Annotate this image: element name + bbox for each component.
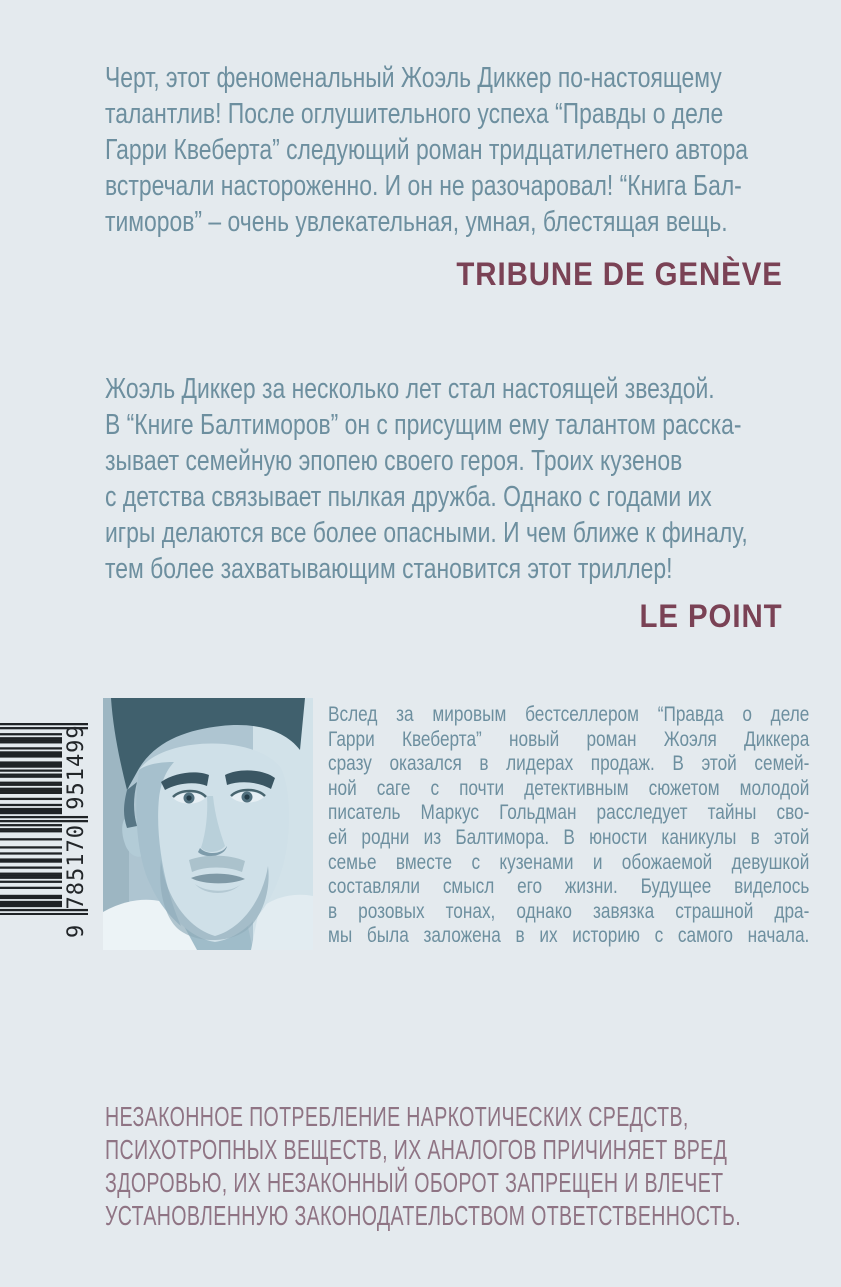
text-line: талантлив! После оглушительного успеха “Правды о деле xyxy=(105,98,724,130)
text-line: встречали настороженно. И он не разочаровал! “Книга Бал- xyxy=(105,170,742,202)
author-portrait-image xyxy=(103,698,313,950)
text-line: тем более захватывающим становится этот триллер! xyxy=(105,553,673,585)
author-photo xyxy=(103,698,313,950)
text-line: тиморов” – очень увлекательная, умная, блестящая вещь. xyxy=(105,206,728,238)
text-line: В “Книге Балтиморов” он с присущим ему талантом расска- xyxy=(105,409,742,441)
text-line: ей родни из Балтимора. В юности каникулы в этой xyxy=(328,825,810,849)
text-line: Гарри Квеберта” новый роман Жоэля Диккера xyxy=(328,727,810,751)
text-line: Жоэль Диккер за несколько лет стал настоящей звездой. xyxy=(105,373,715,405)
quote-attribution-tribune-de-geneve: TRIBUNE DE GENÈVE xyxy=(456,256,783,292)
text-line: семье вместе с кузенами и обожаемой девушкой xyxy=(328,850,810,874)
text-line: ПСИХОТРОПНЫХ ВЕЩЕСТВ, ИХ АНАЛОГОВ ПРИЧИНЯЕТ ВРЕД xyxy=(105,1134,728,1165)
text-line: зывает семейную эпопею своего героя. Троих кузенов xyxy=(105,445,683,477)
text-line: составляли смысл его жизни. Будущее виделось xyxy=(328,875,810,899)
text-line: писатель Маркус Гольдман расследует тайны сво- xyxy=(328,801,810,825)
text-line: Черт, этот феноменальный Жоэль Диккер по-настоящему xyxy=(105,62,722,94)
text-line: Вслед за мировым бестселлером “Правда о деле xyxy=(328,703,810,726)
quote-attribution-le-point: LE POINT xyxy=(639,598,783,634)
text-line: с детства связывает пылкая дружба. Однако с годами их xyxy=(105,481,712,513)
text-line: ной саге с почти детективным сюжетом молодой xyxy=(328,776,810,800)
text-line: НЕЗАКОННОЕ ПОТРЕБЛЕНИЕ НАРКОТИЧЕСКИХ СРЕДСТВ, xyxy=(105,1101,689,1132)
text-line: УСТАНОВЛЕННУЮ ЗАКОНОДАТЕЛЬСТВОМ ОТВЕТСТВЕННОСТЬ. xyxy=(105,1200,742,1231)
isbn-number: 9 785170 951499 xyxy=(64,724,89,938)
text-line: игры делаются все более опасными. И чем ближе к финалу, xyxy=(105,517,748,549)
text-line: ЗДОРОВЬЮ, ИХ НЕЗАКОННЫЙ ОБОРОТ ЗАПРЕЩЕН И ВЛЕЧЕТ xyxy=(105,1167,724,1198)
text-line: в розовых тонах, однако завязка страшной дра- xyxy=(328,899,810,923)
press-quote-tribune xyxy=(105,60,748,240)
text-line: Гарри Квеберта” следующий роман тридцатилетнего автора xyxy=(105,134,749,166)
book-annotation xyxy=(328,703,809,949)
legal-warning xyxy=(105,1100,741,1232)
press-quote-le-point xyxy=(105,371,748,587)
text-line: мы была заложена в их историю с самого начала. xyxy=(328,924,810,948)
text-line: сразу оказался в лидерах продаж. В этой семей- xyxy=(328,752,810,776)
